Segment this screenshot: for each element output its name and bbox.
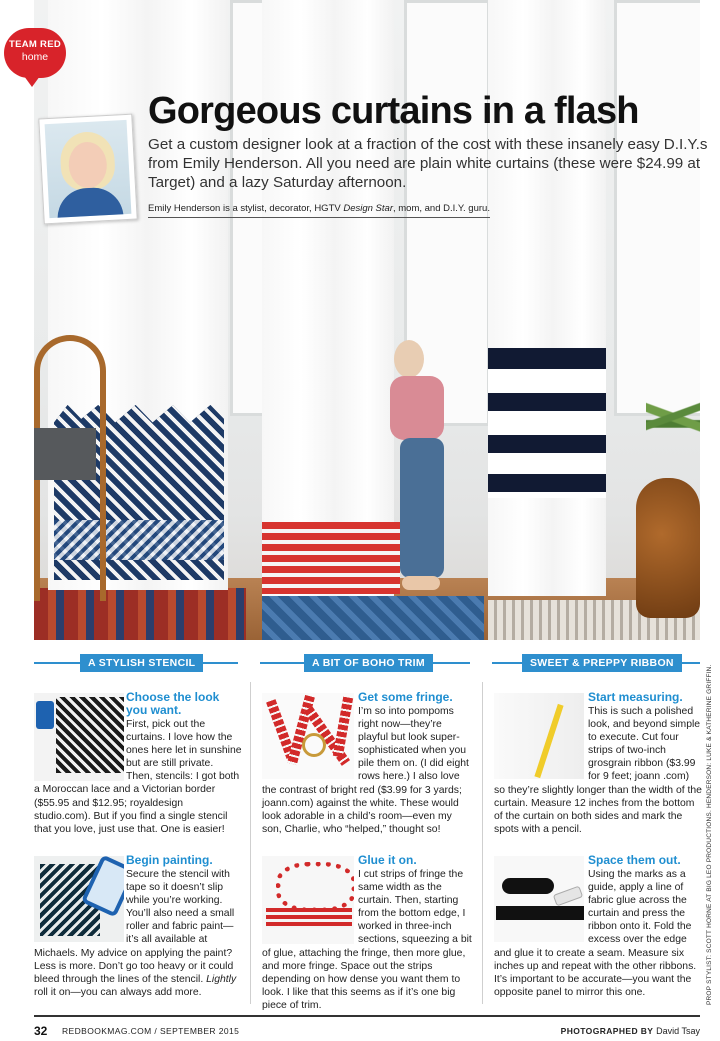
ribbon-stripes xyxy=(488,348,606,498)
step-get-fringe xyxy=(262,691,474,836)
photo-credit-label: PHOTOGRAPHED BY xyxy=(560,1026,654,1036)
photo-credit xyxy=(561,1026,700,1036)
window-frame xyxy=(614,0,700,416)
photographer-name: David Tsay xyxy=(656,1026,700,1036)
page-number: 32 xyxy=(34,1024,48,1038)
step-text: I’m so into pompoms right now—they’re playful but look super-sophisticated when you pile them on. (I did eight rows here.) I also love the contrast of bright red ($3.99 for 3 yards; joann.com) against the white. These would look adorable in a child’s room—even my son, Charlie, who “helped,” thought so! xyxy=(262,706,469,835)
step-begin-painting xyxy=(34,854,242,999)
step-text: First, pick out the curtains. I love how the ones here let in sunshine but are still private. Then, stencils: I got both a Moroccan lace and a Victorian border ($55.95 and $12.95; royaldesign studio.com). But if you find a single stencil that you love, just use that. One is easier! xyxy=(34,719,242,835)
step-text: This is such a polished look, and beyond simple to execute. Cut four strips of two-inch grosgrain ribbon ($3.99 for 9 feet; joann .com) so they’re slightly longer than the width of the curtain. Measure 12 inches from the bottom of the curtain on both sides and mark the spots with a pencil. xyxy=(494,706,702,835)
step-title: Begin painting. xyxy=(126,853,213,867)
step-emphasis: Lightly xyxy=(206,973,237,985)
author-portrait xyxy=(38,114,137,225)
magazine-info: REDBOOKMAG.COM / SEPTEMBER 2015 xyxy=(62,1026,240,1036)
team-red-badge xyxy=(4,28,66,78)
column-divider xyxy=(250,682,251,1004)
step-text: Secure the stencil with tape so it doesn’t slip while you’re working. You’ll also need a small roller and fabric paint—it’s all available at Michaels. My advice on applying the paint? Less is more. Don’t go too heavy or it could bleed through the lines of the stencil. xyxy=(34,869,235,985)
step-text: Using the marks as a guide, apply a line of fabric glue across the curtain and press the ribbon onto it. Fold the excess over the edge and glue it to create a seam. Measure six inches up and repeat with the other ribbons. It’s important to be accurate—you want the opposite panel to mirror this one. xyxy=(494,869,697,998)
author-byline: Emily Henderson is a stylist, decorator, HGTV Design Star, mom, and D.I.Y. guru. xyxy=(148,203,490,218)
step-title: Space them out. xyxy=(588,853,681,867)
step-title: Glue it on. xyxy=(358,853,417,867)
section-heading-stencil: A STYLISH STENCIL xyxy=(80,654,203,672)
section-heading-ribbon: SWEET & PREPPY RIBBON xyxy=(522,654,682,672)
plant xyxy=(646,370,700,480)
dek: Get a custom designer look at a fraction of the cost with these insanely easy D.I.Y.s from Emily Henderson. All you need are plain white curtains (these were $24.99 at Target) and a lazy Saturday afternoon. xyxy=(148,136,708,191)
step-start-measuring xyxy=(494,691,702,836)
step-glue-it-on xyxy=(262,854,474,1012)
footer-rule xyxy=(34,1015,700,1017)
column-divider xyxy=(482,682,483,1004)
page-title: Gorgeous curtains in a flash xyxy=(148,90,639,132)
blue-rug xyxy=(262,596,484,640)
ceramic-vase xyxy=(636,478,700,618)
pompom-trim xyxy=(262,522,400,594)
step-text-end: roll it on—you can always add more. xyxy=(34,986,202,998)
step-title: Choose the look you want. xyxy=(126,690,220,717)
step-title: Get some fringe. xyxy=(358,690,453,704)
step-title: Start measuring. xyxy=(588,690,683,704)
toddler xyxy=(390,340,470,600)
step-choose-look xyxy=(34,691,242,836)
step-space-them-out xyxy=(494,854,702,999)
section-heading-trim: A BIT OF BOHO TRIM xyxy=(304,654,433,672)
badge-line2: home xyxy=(21,51,49,63)
chair-cushion xyxy=(34,428,96,480)
badge-line1: TEAM RED xyxy=(8,39,61,50)
step-text: I cut strips of fringe the same width as the curtain. Then, starting from the bottom edge, I worked in three-inch sections, squeezing a bit of glue, attaching the fringe, then more glue, and more fringe. Space out the strips depending on how dense you want them to look. I like that this seems as if it’s one big piece of trim. xyxy=(262,869,472,1011)
side-credit: PROP STYLIST: SCOTT HORNE AT BIG LEO PRODUCTIONS. HENDERSON: LUKE & KATHERINE GRIFFIN. xyxy=(706,664,713,1005)
